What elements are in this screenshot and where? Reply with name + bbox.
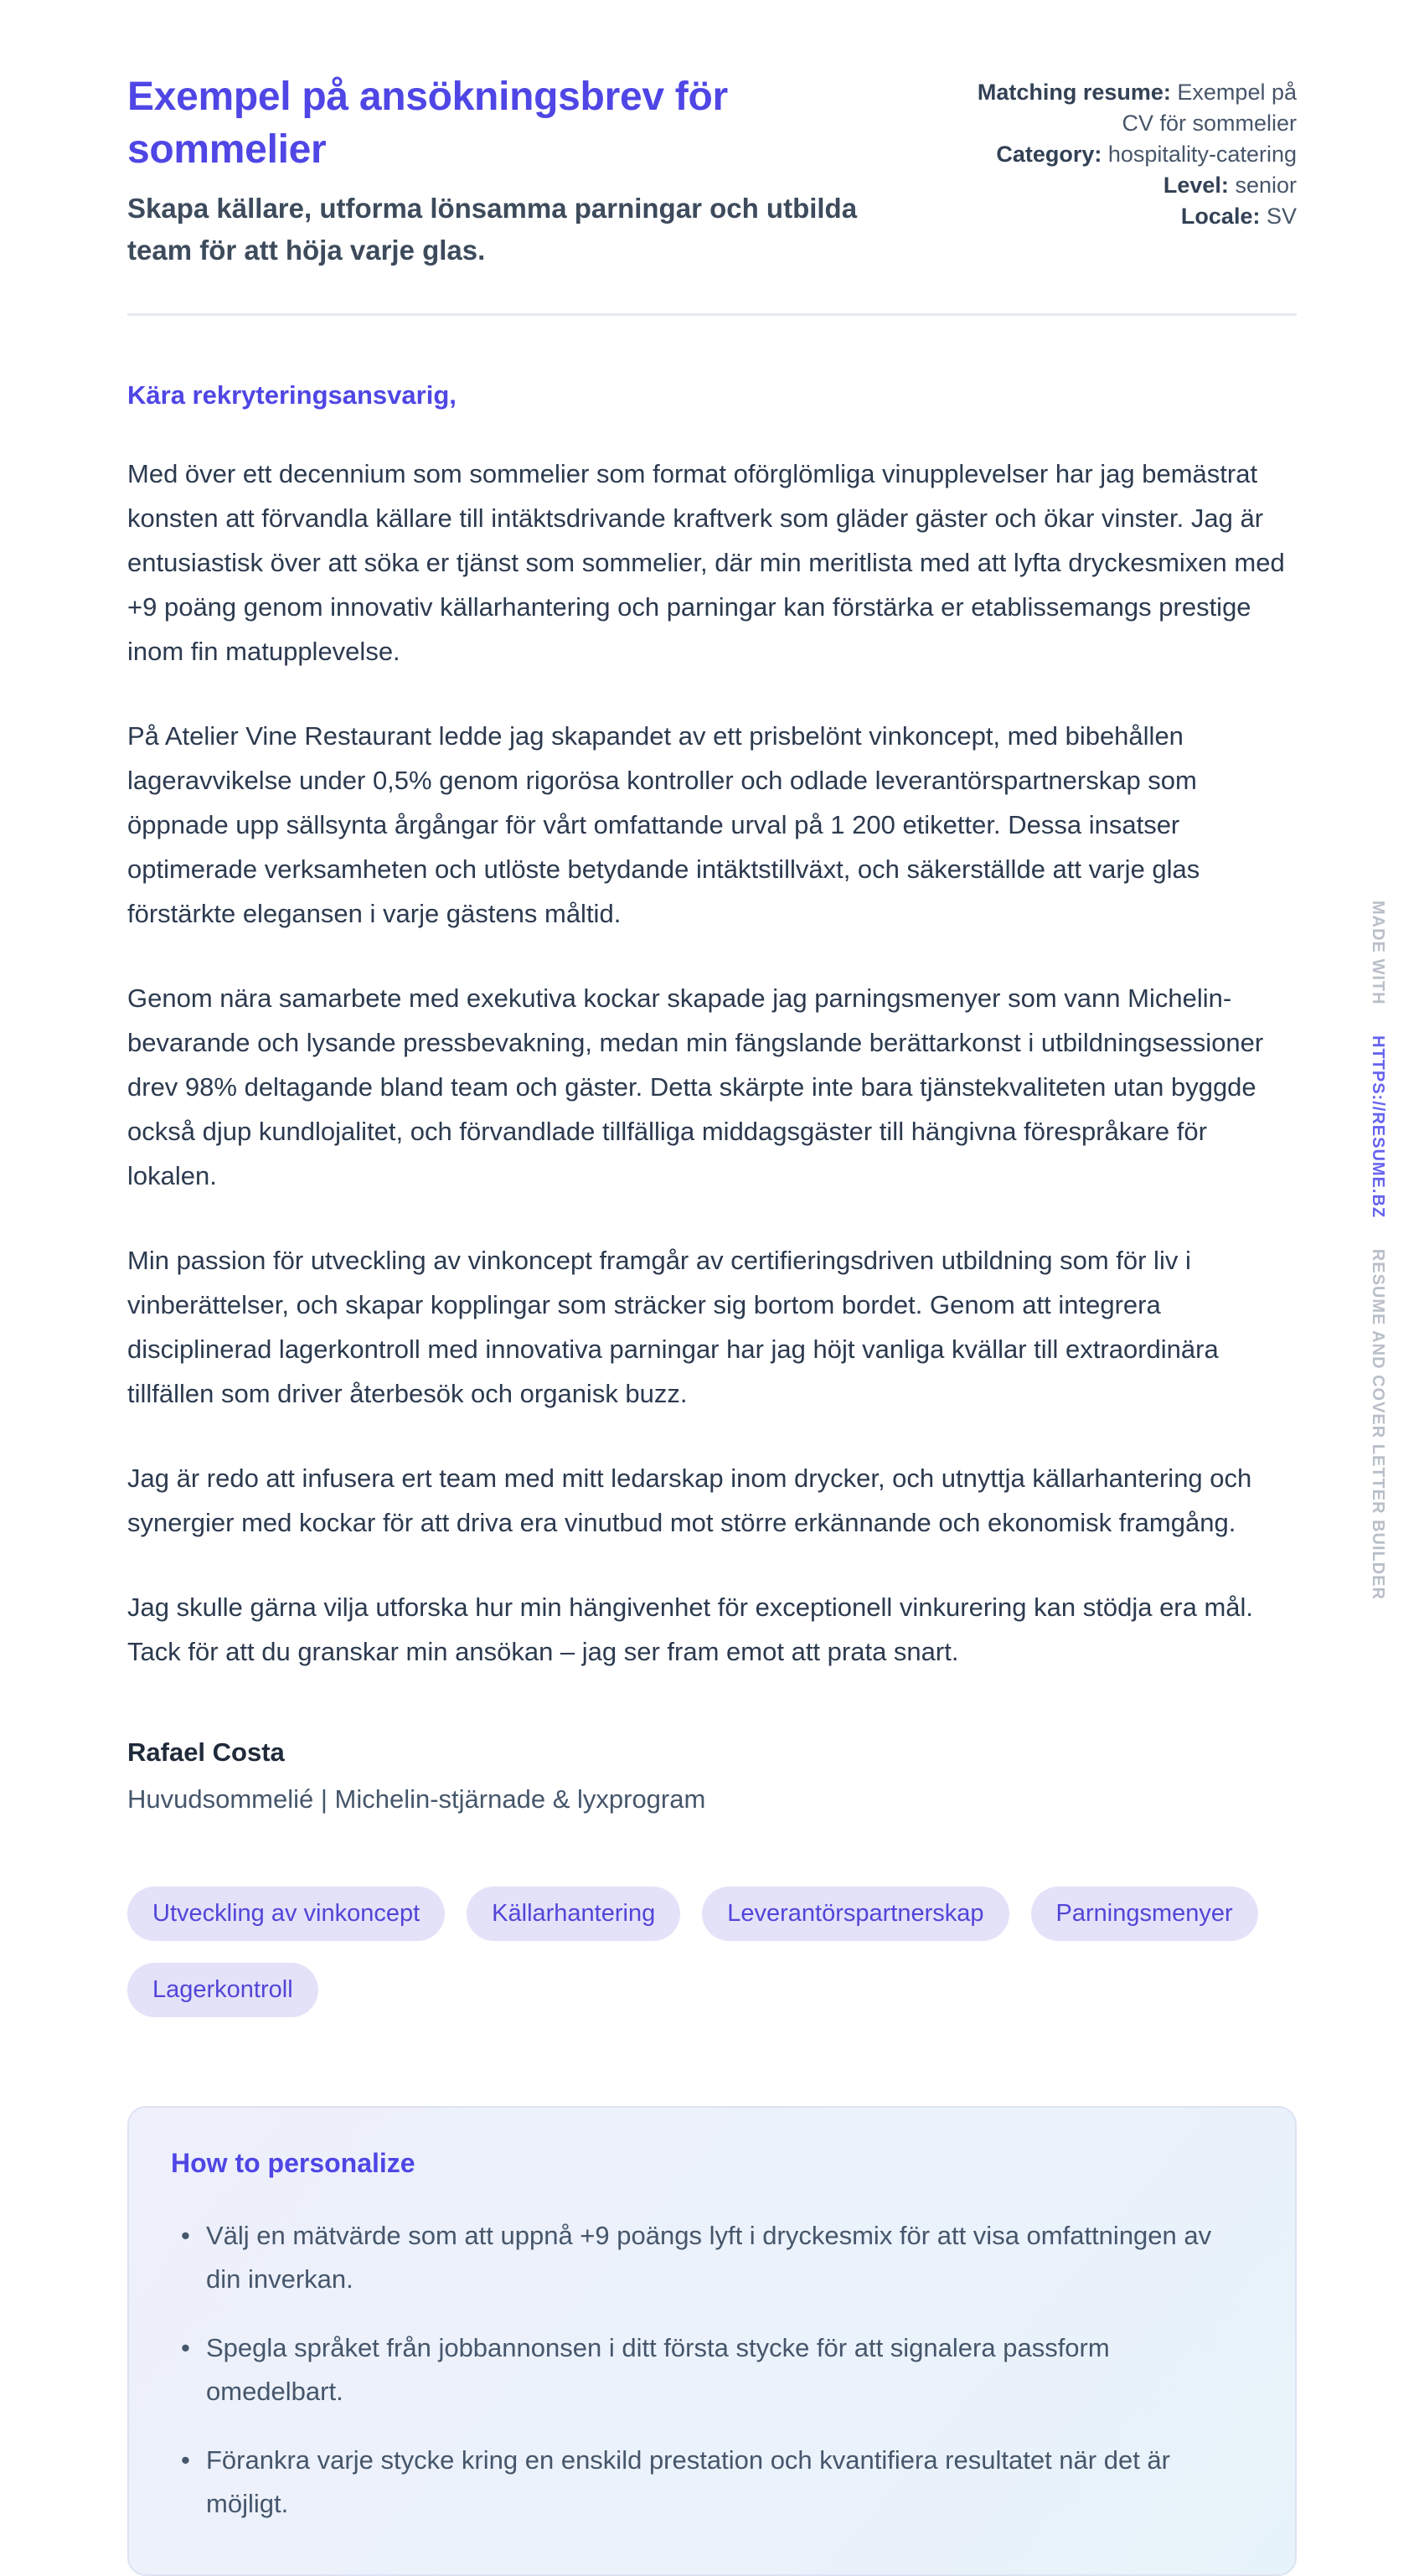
skill-tag: Källarhantering	[467, 1887, 680, 1941]
skill-tag: Lagerkontroll	[127, 1963, 318, 2017]
skill-tag: Leverantörspartnerskap	[702, 1887, 1009, 1941]
page-title: Exempel på ansökningsbrev för sommelier	[127, 75, 728, 172]
title-block	[127, 70, 928, 271]
page-subtitle: Skapa källare, utforma lönsamma parningar och utbilda team för att höja varje glas.	[127, 193, 858, 266]
letter-paragraph: Med över ett decennium som sommelier som format oförglömliga vinupplevelser har jag bemästrat konsten att förvandla källare till intäktsdrivande kraftverk som gläder gäster och ökar vinster. Jag är entusiastisk över att söka er tjänst som sommelier, där min meritlista med att lyfta dryckesmixen med +9 poäng genom innovativ källarhantering och parningar kan förstärka er etablissemangs prestige inom fin matupplevelse.	[127, 459, 1285, 666]
signature-role: Huvudsommelié | Michelin-stjärnade & lyxprogram	[127, 1784, 706, 1814]
personalize-bullet: • Välj en mätvärde som att uppnå +9 poängs lyft i dryckesmix för att visa omfattningen av din inverkan.	[171, 2214, 1253, 2301]
personalize-title: How to personalize	[171, 2148, 415, 2178]
meta-row-locale	[962, 201, 1297, 232]
skill-tag: Parningsmenyer	[1031, 1887, 1258, 1941]
watermark-url-link[interactable]: HTTPS://RESUME.BZ	[1369, 1035, 1387, 1219]
cover-letter-page	[127, 0, 1297, 2576]
letter-paragraph: Jag skulle gärna vilja utforska hur min hängivenhet för exceptionell vinkurering kan stödja era mål. Tack för att du granskar min ansökan – jag ser fram emot att prata snart.	[127, 1593, 1254, 1666]
personalize-bullet: • Spegla språket från jobbannonsen i ditt första stycke för att signalera passform omedelbart.	[171, 2326, 1253, 2413]
letter-paragraph: Jag är redo att infusera ert team med mitt ledarskap inom drycker, och utnyttja källarhantering och synergier med kockar för att driva era vinutbud mot större erkännande och ekonomisk framgång.	[127, 1464, 1252, 1537]
meta-row-level	[962, 170, 1297, 201]
meta-label: Matching resume:	[977, 80, 1171, 105]
meta-label: Level:	[1163, 173, 1229, 198]
header-divider	[127, 313, 1297, 316]
meta-row-matching-resume	[962, 77, 1297, 139]
meta-value: SV	[1266, 204, 1297, 229]
watermark-suffix: RESUME AND COVER LETTER BUILDER	[1369, 1248, 1387, 1600]
site-watermark	[1368, 901, 1387, 1600]
meta-label: Category:	[996, 142, 1102, 167]
skill-tags	[127, 1887, 1297, 2017]
meta-panel	[962, 70, 1297, 232]
page-header	[127, 0, 1297, 271]
meta-row-category	[962, 139, 1297, 170]
meta-value: Exempel på CV för sommelier	[1122, 80, 1297, 136]
signature-name: Rafael Costa	[127, 1737, 285, 1767]
personalize-bullet: • Förankra varje stycke kring en enskild prestation och kvantifiera resultatet när det är möjligt.	[171, 2439, 1253, 2526]
personalize-list	[171, 2214, 1253, 2526]
letter-paragraph: På Atelier Vine Restaurant ledde jag skapandet av ett prisbelönt vinkoncept, med bibehållen lageravvikelse under 0,5% genom rigorösa kontroller och odlade leverantörspartnerskap som öppnade upp sällsynta årgångar för vårt omfattande urval på 1 200 etiketter. Dessa insatser optimerade verksamheten och utlöste betydande intäktstillväxt, och säkerställde att varje glas förstärkte elegansen i varje gästens måltid.	[127, 721, 1200, 928]
personalize-callout	[127, 2106, 1297, 2576]
letter-body	[127, 378, 1297, 2576]
letter-greeting: Kära rekryteringsansvarig,	[127, 380, 457, 410]
meta-value: hospitality-catering	[1107, 142, 1297, 167]
skill-tag: Utveckling av vinkoncept	[127, 1887, 445, 1941]
watermark-made-with: MADE WITH	[1369, 901, 1387, 1005]
meta-label: Locale:	[1180, 204, 1261, 229]
letter-paragraph: Min passion för utveckling av vinkoncept framgår av certifieringsdriven utbildning som för liv i vinberättelser, och skapar kopplingar som sträcker sig bortom bordet. Genom att integrera disciplinerad lagerkontroll med innovativa parningar har jag höjt vanliga kvällar till extraordinära tillfällen som driver återbesök och organisk buzz.	[127, 1246, 1219, 1408]
meta-value: senior	[1235, 173, 1297, 198]
letter-paragraph: Genom nära samarbete med exekutiva kockar skapade jag parningsmenyer som vann Michelin-bevarande och lysande pressbevakning, medan min fängslande berättarkonst i utbildningsessioner drev 98% deltagande bland team och gäster. Detta skärpte inte bara tjänstekvaliteten utan byggde också djup kundlojalitet, och förvandlade tillfälliga middagsgäster till hängivna förespråkare för lokalen.	[127, 983, 1264, 1190]
